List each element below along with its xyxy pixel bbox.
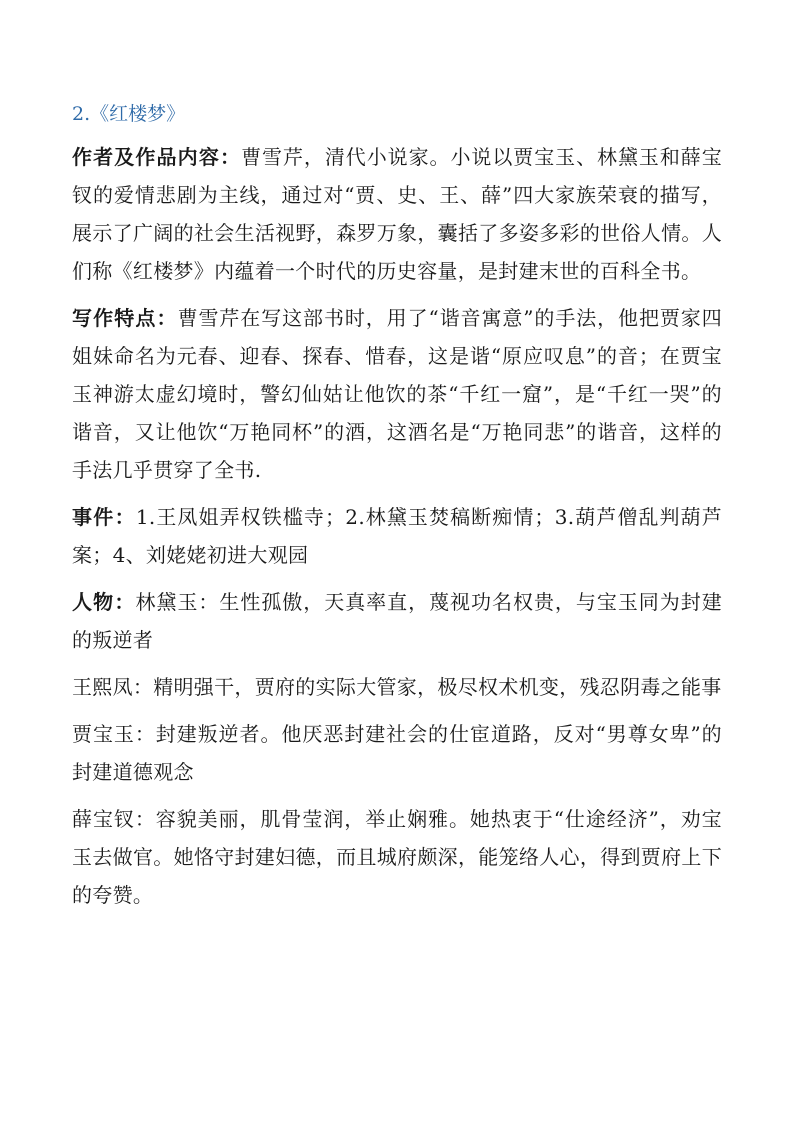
- writing-features-paragraph: [72, 299, 722, 489]
- character-xue-baochai: 薛宝钗：容貌美丽，肌骨莹润，举止娴雅。她热衷于“仕途经济”，劝宝玉去做官。她恪守封建妇德，而且城府颇深，能笼络人心，得到贾府上下的夸赞。: [72, 807, 722, 907]
- events-label: 事件：: [72, 505, 136, 529]
- character-jia-baoyu: 贾宝玉：封建叛逆者。他厌恶封建社会的仕宦道路，反对“男尊女卑”的封建道德观念: [72, 722, 722, 784]
- events-text: 1.王凤姐弄权铁槛寺；2.林黛玉焚稿断痴情；3.葫芦僧乱判葫芦案；4、刘姥姥初进大观园: [72, 505, 723, 567]
- events-paragraph: [72, 498, 722, 574]
- author-works-label: 作者及作品内容：: [72, 145, 242, 169]
- writing-features-label: 写作特点：: [72, 306, 178, 330]
- characters-paragraph: [72, 583, 722, 659]
- writing-features-text: 曹雪芹在写这部书时，用了“谐音寓意”的手法，他把贾家四姐妹命名为元春、迎春、探春、惜春，这是谐“原应叹息”的音；在贾宝玉神游太虚幻境时，警幻仙姑让他饮的茶“千红一窟”，是“千红一哭”的谐音，又让他饮“万艳同杯”的酒，这酒名是“万艳同悲”的谐音，这样的手法几乎贯穿了全书.: [72, 306, 722, 482]
- author-works-paragraph: [72, 138, 722, 290]
- characters-label: 人物：: [72, 590, 136, 614]
- section-heading: 2.《红楼梦》: [72, 103, 186, 125]
- character-wang-xifeng: 王熙凤：精明强干，贾府的实际大管家，极尽权术机变，残忍阴毒之能事: [72, 675, 722, 699]
- document-page: [72, 98, 722, 923]
- author-works-text: 曹雪芹，清代小说家。小说以贾宝玉、林黛玉和薛宝钗的爱情悲剧为主线，通过对“贾、史、王、薛”四大家族荣衰的描写，展示了广阔的社会生活视野，森罗万象，囊括了多姿多彩的世俗人情。人们称《红楼梦》内蕴着一个时代的历史容量，是封建末世的百科全书。: [72, 145, 722, 283]
- character-lin-daiyu: 林黛玉：生性孤傲，天真率直，蔑视功名权贵，与宝玉同为封建的叛逆者: [72, 590, 722, 652]
